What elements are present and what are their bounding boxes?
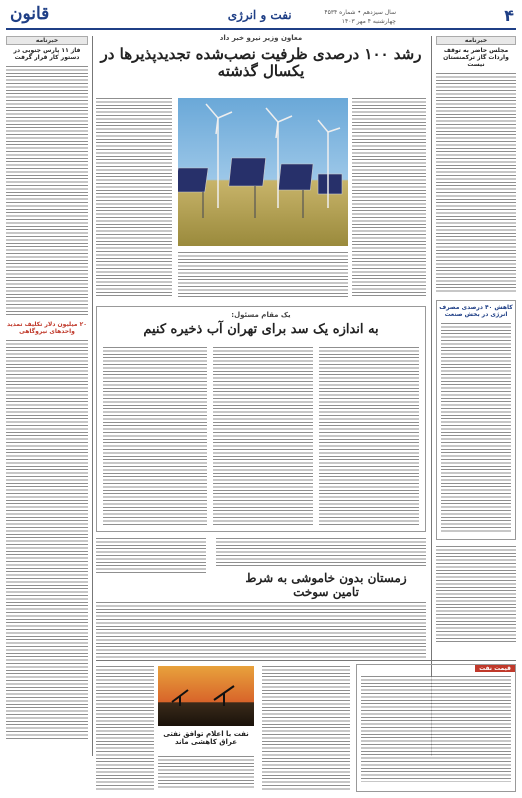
main-text-right (352, 98, 426, 298)
issue-line: سال سیزدهم • شماره ۴۵۳۴ (324, 9, 396, 16)
left-brief-body (6, 66, 88, 316)
third-text-top-right (216, 538, 426, 566)
page-number: ۴ (504, 6, 514, 25)
right-column (436, 36, 516, 298)
right-brief-body (436, 73, 516, 293)
third-text-body (96, 602, 426, 658)
third-headline: زمستان بدون خاموشی به شرط تامین سوخت (245, 571, 407, 599)
ad-box-tag: قیمت نفت (475, 665, 515, 672)
left-column-tag: خبرنامه (6, 36, 88, 45)
ad-box (356, 664, 516, 792)
right-lower-body (436, 546, 516, 642)
second-story (96, 306, 426, 532)
mid-box-body (441, 323, 511, 533)
second-headline: به اندازه یک سد برای تهران آب ذخیره کنیم (143, 322, 379, 338)
main-headline: رشد ۱۰۰ درصدی ظرفیت نصب‌شده تجدیدپذیرها در یکسال گذشته (100, 45, 422, 81)
right-column-tag: خبرنامه (436, 36, 516, 45)
bottom-text-left (96, 666, 154, 790)
bottom-text-right (262, 666, 350, 790)
bottom-story (96, 664, 350, 792)
masthead (6, 4, 516, 30)
main-kicker: معاون وزیر نیرو خبر داد (219, 34, 303, 42)
bottom-headline: نفت با اعلام توافق نفتی عراق کاهشی ماند (163, 730, 249, 747)
left-brief2-title: ۲۰ میلیون دلار تکلیف تمدید واحدهای نیروگاهی (7, 320, 87, 335)
left-column (6, 36, 88, 756)
second-kicker: یک مقام مسئول: (231, 311, 291, 319)
second-text-2 (213, 347, 313, 527)
bottom-text-under (158, 756, 254, 790)
third-story (96, 538, 426, 658)
mid-box (436, 300, 516, 540)
third-text-top-left (96, 538, 206, 574)
oil-pumps-photo (158, 666, 254, 726)
right-brief-title: مجلس حاضر به توقف واردات گاز ترکمنستان نیست (443, 47, 509, 68)
date-line: چهارشنبه ۴ مهر ۱۴۰۳ (341, 18, 396, 25)
second-text-1 (319, 347, 419, 527)
ad-box-body (361, 676, 511, 782)
logo: قانون (10, 4, 50, 24)
section-label: نفت و انرژی (227, 8, 292, 22)
second-text-3 (103, 347, 207, 527)
main-story (96, 34, 426, 302)
main-text-left (96, 98, 172, 298)
main-text-under-photo (178, 252, 348, 298)
left-brief-title: فاز ۱۱ پارس جنوبی در دستور کار قرار گرفت (13, 47, 81, 61)
solar-panels-photo (178, 98, 348, 246)
left-brief2-body (6, 340, 88, 740)
mid-box-title: کاهش ۴۰ درصدی مصرف انرژی در بخش صنعت (439, 304, 513, 318)
